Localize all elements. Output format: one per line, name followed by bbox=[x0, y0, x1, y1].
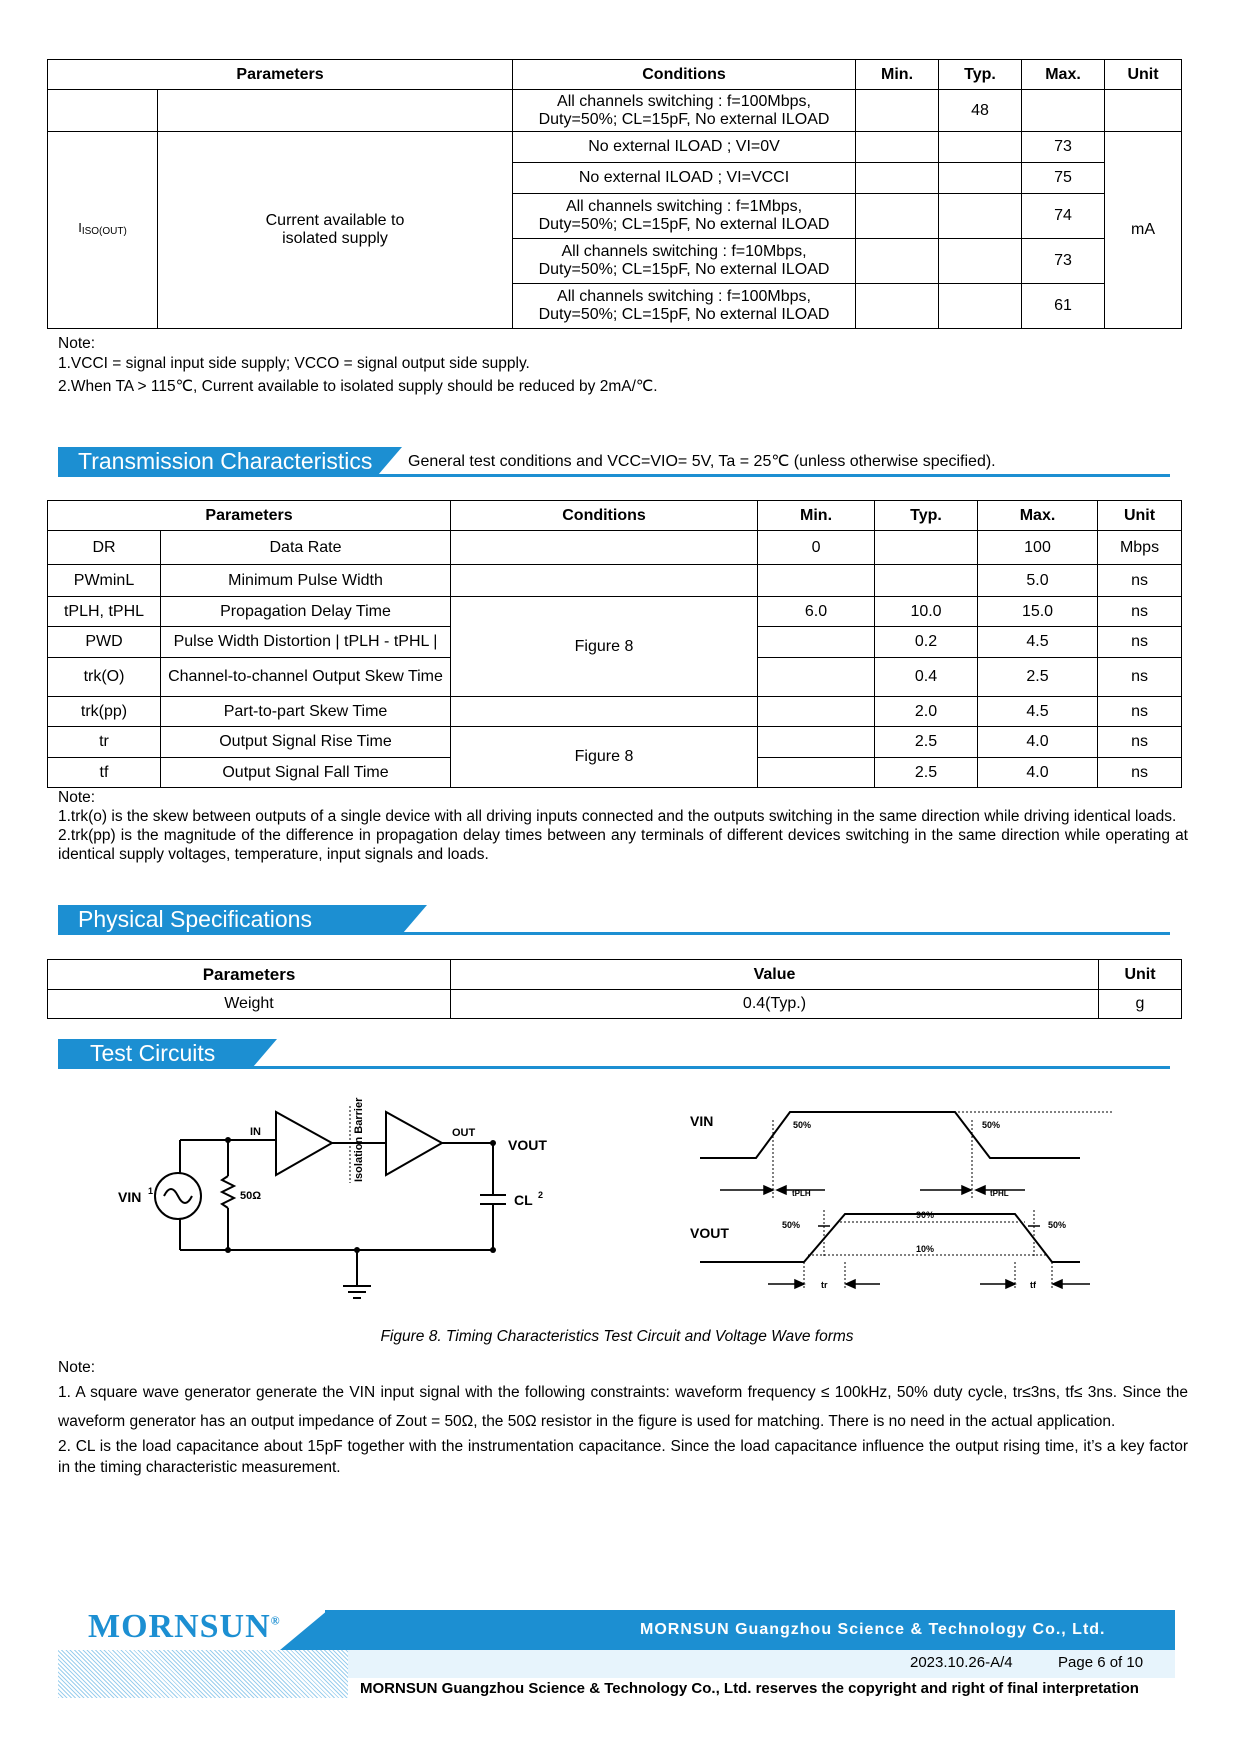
header-typ: Typ. bbox=[939, 60, 1022, 90]
iso-unit: mA bbox=[1105, 132, 1182, 329]
min-cell bbox=[856, 90, 939, 132]
max-cell: 73 bbox=[1022, 239, 1105, 284]
cell-empty bbox=[158, 90, 513, 132]
symbol-cell: tPLH, tPHL bbox=[48, 597, 161, 627]
footer-date: 2023.10.26-A/4 bbox=[910, 1654, 1013, 1671]
header-conditions: Conditions bbox=[513, 60, 856, 90]
svg-text:50Ω: 50Ω bbox=[240, 1190, 262, 1202]
svg-text:OUT: OUT bbox=[452, 1127, 476, 1139]
header-unit: Unit bbox=[1105, 60, 1182, 90]
section-title: Physical Specifications bbox=[58, 905, 403, 933]
section-title: Test Circuits bbox=[58, 1039, 253, 1067]
svg-text:tr: tr bbox=[821, 1280, 828, 1290]
svg-text:1: 1 bbox=[148, 1186, 154, 1196]
svg-text:VOUT: VOUT bbox=[508, 1137, 547, 1153]
timing-waveform-diagram bbox=[680, 1090, 1130, 1305]
figure-ref: Figure 8 bbox=[451, 597, 758, 697]
svg-text:2: 2 bbox=[538, 1190, 544, 1200]
svg-text:50%: 50% bbox=[1048, 1220, 1067, 1230]
max-cell: 73 bbox=[1022, 132, 1105, 163]
mornsun-logo: MORNSUN® bbox=[88, 1608, 281, 1645]
transmission-banner bbox=[58, 447, 1170, 477]
svg-text:CL: CL bbox=[514, 1192, 533, 1208]
cell-empty bbox=[48, 90, 158, 132]
svg-text:10%: 10% bbox=[916, 1244, 935, 1254]
iso-parameter: Current available to isolated supply bbox=[158, 132, 513, 329]
header-parameters: Parameters bbox=[48, 60, 513, 90]
typ-cell: 48 bbox=[939, 90, 1022, 132]
max-cell: 61 bbox=[1022, 284, 1105, 329]
condition-cell: No external ILOAD ; VI=0V bbox=[513, 132, 856, 163]
symbol-cell: PWminL bbox=[48, 565, 161, 597]
footer-page: Page 6 of 10 bbox=[1058, 1654, 1144, 1671]
svg-text:VIN: VIN bbox=[118, 1189, 142, 1205]
svg-text:IN: IN bbox=[250, 1126, 261, 1138]
svg-text:VIN: VIN bbox=[690, 1113, 714, 1129]
footer-pattern bbox=[58, 1650, 348, 1698]
footer-company: MORNSUN Guangzhou Science & Technology Co., Ltd. bbox=[640, 1621, 1106, 1638]
symbol-cell: DR bbox=[48, 531, 161, 565]
isolated-supply-table bbox=[47, 59, 1182, 329]
test-circuit-diagram bbox=[100, 1090, 570, 1305]
param-cell: Data Rate bbox=[161, 531, 451, 565]
symbol-cell: tf bbox=[48, 758, 161, 788]
condition-cell: All channels switching : f=1Mbps, Duty=50%; CL=15pF, No external ILOAD bbox=[513, 194, 856, 239]
max-cell bbox=[1022, 90, 1105, 132]
transmission-table: Parameters Conditions Min. Typ. Max. Unit DR Data Rate 0 100 Mbps PWminL Minimum Pulse Width 5.0 ns tPLH, tPHL Propagation Delay Time Figure 8 6.0 10.0 15.0 ns PWD Pulse Width Distortion | tPLH - tPHL | 0.2 4.5 ns trk(O) Channel-to-channel Output Skew Time 0.4 2.5 ns trk(pp) Part-to-part Skew Time 2.0 4.5 ns tr Output Signal Rise Time Figure 8 2.5 4.0 ns tf Output Signal Fall Time 2.5 4.0 ns bbox=[47, 500, 1182, 788]
note-3: Note: 1. A square wave generator generate the VIN input signal with the following constraints: waveform frequency ≤ 100kHz, 50% duty cycle, tr≤3ns, tf≤ 3ns. Since the waveform generator has an output impedance of Zout = 50Ω, the 50Ω resistor in the figure is used for matching. There is no need in the actual application. 2. CL is the load capacitance about 15pF together with the instrumentation capacitance. Since the load capacitance influence the output rising time, it’s a key factor in the timing characteristic measurement. bbox=[58, 1359, 1188, 1476]
svg-text:tPLH: tPLH bbox=[792, 1189, 811, 1198]
svg-text:50%: 50% bbox=[982, 1120, 1001, 1130]
condition-cell: All channels switching : f=100Mbps, Duty=50%; CL=15pF, No external ILOAD bbox=[513, 90, 856, 132]
physical-table: Parameters Value Unit Weight 0.4(Typ.) g bbox=[47, 959, 1182, 1019]
condition-cell: All channels switching : f=100Mbps, Duty=50%; CL=15pF, No external ILOAD bbox=[513, 284, 856, 329]
symbol-cell: PWD bbox=[48, 627, 161, 658]
svg-text:VOUT: VOUT bbox=[690, 1225, 729, 1241]
symbol-cell: trk(pp) bbox=[48, 697, 161, 727]
note-1: Note: 1.VCCI = signal input side supply; VCCO = signal output side supply. 2.When TA > 115℃, Current available to isolated supply should be reduced by 2mA/℃. bbox=[58, 335, 658, 395]
header-max: Max. bbox=[1022, 60, 1105, 90]
figure-caption: Figure 8. Timing Characteristics Test Circuit and Voltage Wave forms bbox=[380, 1328, 854, 1345]
svg-text:tPHL: tPHL bbox=[990, 1189, 1009, 1198]
header-min: Min. bbox=[856, 60, 939, 90]
condition-cell: All channels switching : f=10Mbps, Duty=50%; CL=15pF, No external ILOAD bbox=[513, 239, 856, 284]
svg-text:50%: 50% bbox=[793, 1120, 812, 1130]
max-cell: 75 bbox=[1022, 163, 1105, 194]
physical-banner bbox=[58, 905, 1170, 935]
condition-cell: No external ILOAD ; VI=VCCI bbox=[513, 163, 856, 194]
figure-ref: Figure 8 bbox=[451, 727, 758, 788]
svg-text:50%: 50% bbox=[782, 1220, 801, 1230]
section-title: Transmission Characteristics bbox=[58, 447, 378, 475]
test-conditions: General test conditions and VCC=VIO= 5V, Ta = 25℃ (unless otherwise specified). bbox=[408, 453, 996, 470]
footer-copyright: MORNSUN Guangzhou Science & Technology Co., Ltd. reserves the copyright and right of final interpretation bbox=[360, 1680, 1139, 1697]
symbol-cell: tr bbox=[48, 727, 161, 758]
iso-symbol: $I_{ISO(OUT)}$ bbox=[48, 132, 158, 329]
barrier-label: Isolation Barrier bbox=[353, 1097, 365, 1182]
note-2: Note: 1.trk(o) is the skew between outputs of a single device with all driving inputs connected and the outputs switching in the same direction while driving identical loads. 2.trk(pp) is the magnitude of the difference in propagation delay times between any terminals of different devices switching in the same direction while operating at identical supply voltages, temperature, input signals and loads. bbox=[58, 789, 1188, 863]
svg-text:tf: tf bbox=[1030, 1280, 1036, 1290]
svg-text:90%: 90% bbox=[916, 1210, 935, 1220]
test-circuits-banner bbox=[58, 1039, 1170, 1069]
max-cell: 74 bbox=[1022, 194, 1105, 239]
unit-cell bbox=[1105, 90, 1182, 132]
symbol-cell: trk(O) bbox=[48, 658, 161, 697]
